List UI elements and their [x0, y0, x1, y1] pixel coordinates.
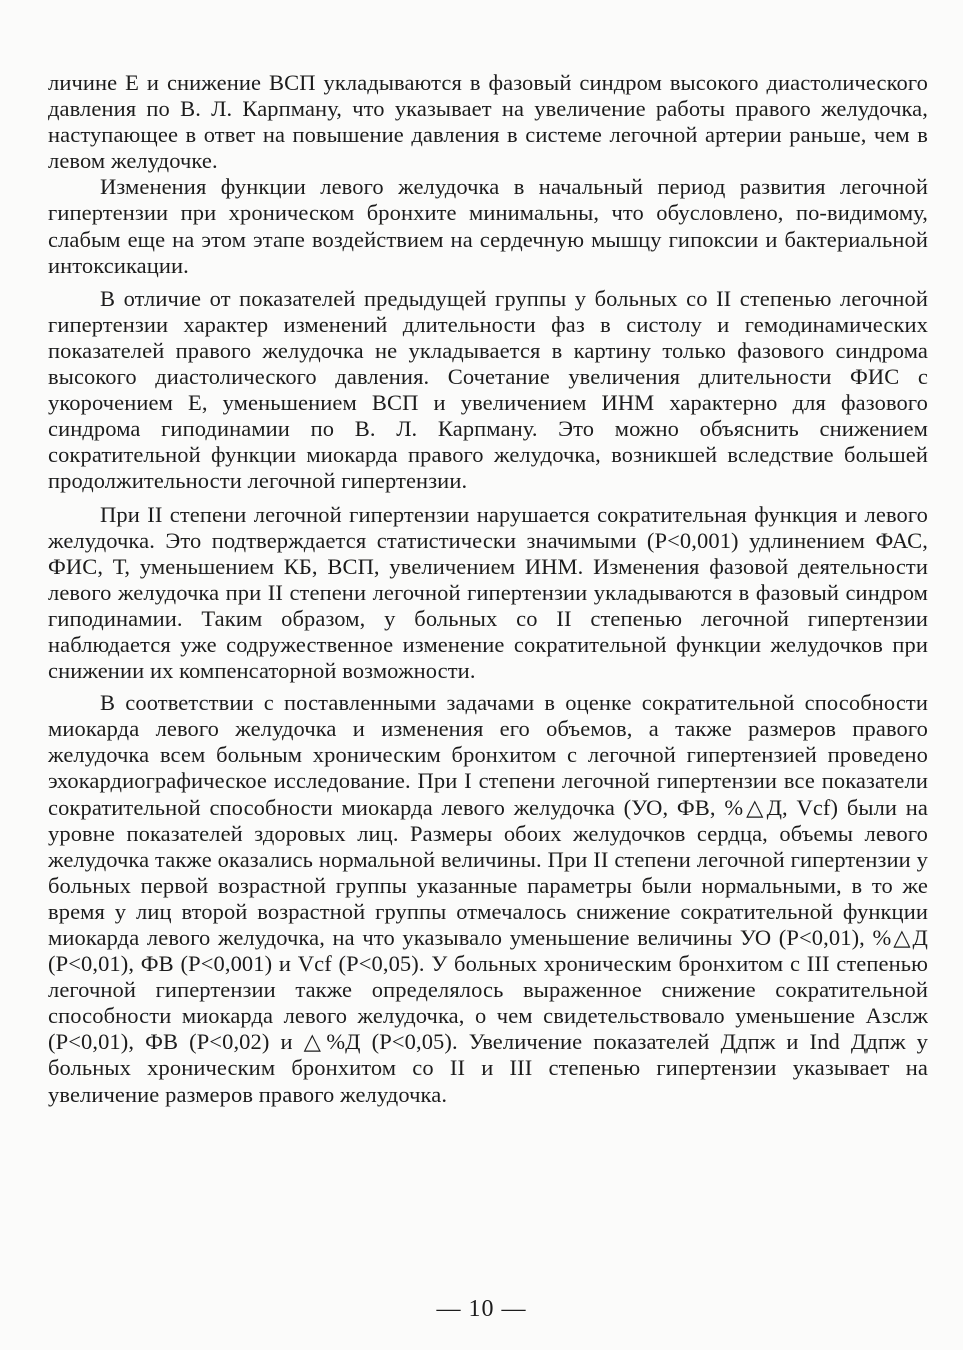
body-text — [48, 70, 928, 1108]
paragraph-second-degree-right: В отличие от показателей предыдущей группы у больных со II степенью легочной гипертензии характер изменений длительности фаз в систолу и гемодинамических показателей правого желудочка не укладывается в картину только фазового синдрома высокого диастолического давления. Сочетание увеличения длительности ФИС с укорочением Е, уменьшением ВСП и увеличением ИНМ характерно для фазового синдрома гиподинамии по В. Л. Карпману. Это можно объяснить снижением сократительной функции миокарда правого желудочка, возникшей вследствие большей продолжительности легочной гипертензии. — [48, 285, 928, 494]
paragraph-continuation: личине Е и снижение ВСП укладываются в фазовый синдром высокого диастолического давления по В. Л. Карпману, что указывает на увеличение работы правого желудочка, наступающее в ответ на повышение давления в системе легочной артерии раньше, чем в левом желудочке. — [48, 70, 928, 174]
paragraph-left-ventricle-initial: Изменения функции левого желудочка в начальный период развития легочной гипертензии при хроническом бронхите минимальны, что обусловлено, по-видимому, слабым еще на этом этапе воздействием на сердечную мышцу гипоксии и бактериальной интоксикации. — [48, 174, 928, 278]
paragraph-echocardiography: В соответствии с поставленными задачами в оценке сократительной способности миокарда левого желудочка и изменения его объемов, а также размеров правого желудочка всем больным хроническим бронхитом с легочной гипертензией проведено эхокардиографическое исследование. При I степени легочной гипертензии все показатели сократительной способности миокарда левого желудочка (УО, ФВ, %△Д, Vcf) были на уровне показателей здоровых лиц. Размеры обоих желудочков сердца, объемы левого желудочка также оказались нормальной величины. При II степени легочной гипертензии у больных первой возрастной группы указанные параметры были нормальными, в то же время у лиц второй возрастной группы отмечалось снижение сократительной функции миокарда левого желудочка, на что указывало уменьшение величины УО (P<0,01), %△Д (P<0,01), ФВ (P<0,001) и Vcf (P<0,05). У больных хроническим бронхитом с III степенью легочной гипертензии также определялось выраженное снижение сократительной способности миокарда левого желудочка, о чем свидетельствовало уменьшение Азслж (P<0,01), ФВ (P<0,02) и △%Д (P<0,05). Увеличение показателей Ддпж и Ind Ддпж у больных хроническим бронхитом со II и III степенью гипертензии указывает на увеличение размеров правого желудочка. — [48, 690, 928, 1107]
paragraph-second-degree-left: При II степени легочной гипертензии нарушается сократительная функция и левого желудочка. Это подтверждается статистически значимыми (P<0,001) удлинением ФАС, ФИС, Т, уменьшением КБ, ВСП, увеличением ИНМ. Изменения фазовой деятельности левого желудочка при II степени легочной гипертензии укладываются в фазовый синдром гиподинамии. Таким образом, у больных со II степенью легочной гипертензии наблюдается уже содружественное изменение сократительной функции желудочков при снижении их компенсаторной возможности. — [48, 501, 928, 684]
page-number: — 10 — — [436, 1296, 527, 1322]
